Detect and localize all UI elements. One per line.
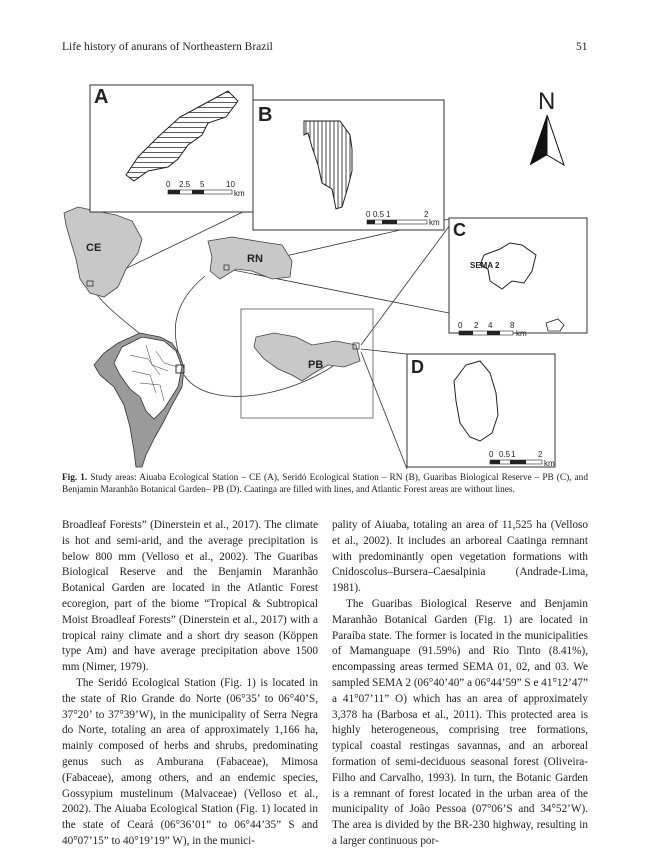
body-paragraph: Broadleaf Forests” (Dinerstein et al., 2017). The climate is hot and semi-arid, and the average precipitation is below 800 mm (Velloso et al., 2002). The Guaribas Biological Reserve and the Benjamin Maranhão Botanical Garden are located in the Atlantic Forest ecoregion, part of the biome “Tropical & Subtropical Moist Broadleaf Forests” (Dinerstein et al., 2017) with a tropical rainy climate and a short dry season (Köppen type Am) and have average precipitation above 1500 mm (Nimer, 1979). <box>62 519 318 674</box>
figure-caption-label: Fig. 1. <box>62 473 88 483</box>
svg-text:1: 1 <box>386 210 391 219</box>
running-title: Life history of anurans of Northeastern Brazil <box>62 41 273 53</box>
figure-caption <box>62 472 588 497</box>
svg-text:0: 0 <box>489 450 494 459</box>
state-label-rn: RN <box>247 253 263 265</box>
state-label-pb: PB <box>308 359 324 371</box>
svg-text:km: km <box>234 189 245 198</box>
body-paragraph: pality of Aiuaba, totaling an area of 11,525 ha (Velloso et al., 2002). It includes an arboreal Caatinga remnant with predominantly open vegetation formations with Cnidoscolus–Bursera–Caesalpinia (Andrade-Lima, 1981). <box>332 519 588 595</box>
svg-text:km: km <box>544 459 555 468</box>
body-paragraph: The Guaribas Biological Reserve and Benjamin Maranhão Botanical Garden (Fig. 1) are located in Paraíba state. The former is located in the municipalities of Mamanguape (91.59%) and Rio Tinto (8.41%), encompassing areas termed SEMA 01, 02, and 03. We sampled SEMA 2 (06°40’40” a 06°44’59” S e 41°12’47” a 41°07’11” O) which has an area of approximately 3,378 ha (Barbosa et al., 2011). This protected area is highly heterogeneous, comprising tree formations, typical coastal restingas savannas, and an arboreal formation of semi-deciduous seasonal forest (Oliveira-Filho and Carvalho, 1993). In turn, the Botanic Garden is a remnant of forest located in the urban area of the municipality of João Pessoa (07°06’S and 34°52’W). The area is divided by the BR-230 highway, resulting in a larger continuous por- <box>332 597 588 847</box>
svg-text:2: 2 <box>424 210 429 219</box>
body-column-left <box>62 518 318 850</box>
svg-text:10: 10 <box>226 180 235 189</box>
study-area-map-figure <box>60 75 590 470</box>
ceara-state-shape <box>64 207 142 297</box>
svg-text:0.5: 0.5 <box>499 450 511 459</box>
area-label-sema2: SEMA 2 <box>470 261 500 270</box>
svg-text:0.5: 0.5 <box>373 210 385 219</box>
panel-label-c: C <box>453 220 466 240</box>
svg-text:2.5: 2.5 <box>179 180 191 189</box>
state-label-ce: CE <box>86 242 102 254</box>
svg-text:N: N <box>538 88 556 115</box>
study-area-map <box>60 75 590 470</box>
body-paragraph: The Seridó Ecological Station (Fig. 1) is located in the state of Rio Grande do Norte (06°35’ to 06°40’S, 37°20’ to 37°39’W), in the municipality of Serra Negra do Norte, totaling an area of approximately 1,166 ha, mainly composed of herbs and shrubs, predominating genus such as Amburana (Fabaceae), Mimosa (Fabaceae), among others, and an endemic species, Gossypium mustelinum (Malvaceae) (Velloso et al., 2002). The Aiuaba Ecological Station (Fig. 1) located in the state of Ceará (06°36’01” to 06°44’35” S and 40°07’15” to 40°19’19” W), in the munici- <box>62 676 318 847</box>
svg-text:0: 0 <box>166 180 171 189</box>
svg-text:km: km <box>429 218 440 227</box>
paraiba-state-shape <box>254 333 360 381</box>
page-number: 51 <box>576 41 588 53</box>
svg-text:5: 5 <box>200 180 205 189</box>
svg-text:0: 0 <box>366 210 371 219</box>
body-column-right <box>332 518 588 850</box>
north-arrow <box>530 88 564 165</box>
svg-text:2: 2 <box>474 321 479 330</box>
svg-text:4: 4 <box>488 321 493 330</box>
panel-label-b: B <box>258 104 273 126</box>
svg-text:km: km <box>516 329 527 338</box>
svg-text:8: 8 <box>510 321 515 330</box>
panel-label-d: D <box>411 357 424 377</box>
svg-text:0: 0 <box>458 321 463 330</box>
svg-text:2: 2 <box>538 450 543 459</box>
figure-caption-text: Study areas: Aiuaba Ecological Station – CE (A), Seridó Ecological Station – RN (B), Guaribas Biological Reserve – PB (C), and Benjamin Maranhão Botanical Garden– PB (D). Caatinga are filled with lines, and Atlantic Forest areas are without lines. <box>62 473 588 496</box>
panel-label-a: A <box>94 86 109 108</box>
svg-text:1: 1 <box>511 450 516 459</box>
